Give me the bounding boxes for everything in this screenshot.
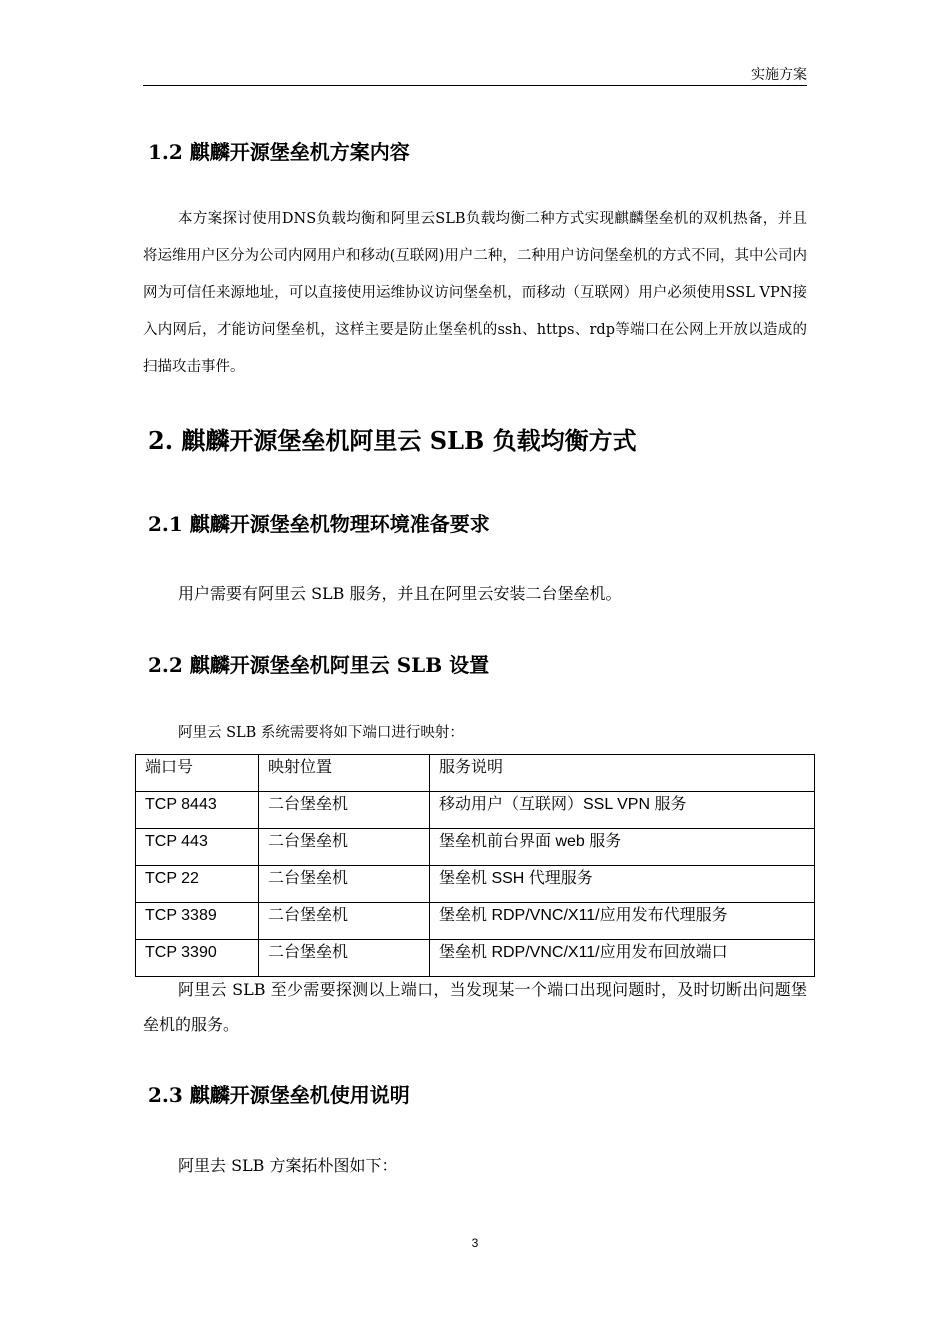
port-cell: TCP 22 xyxy=(136,866,259,903)
table-row xyxy=(136,903,815,940)
heading-2-3: 2.3 麒麟开源堡垒机使用说明 xyxy=(148,1083,410,1107)
page-number: 3 xyxy=(471,1236,479,1250)
location-cell: 二台堡垒机 xyxy=(259,940,430,977)
table-row xyxy=(136,940,815,977)
location-cell: 二台堡垒机 xyxy=(259,829,430,866)
heading-2-2: 2.2 麒麟开源堡垒机阿里云 SLB 设置 xyxy=(148,653,490,677)
heading-2: 2. 麒麟开源堡垒机阿里云 SLB 负载均衡方式 xyxy=(148,426,637,455)
location-cell: 二台堡垒机 xyxy=(259,903,430,940)
header-cell: 映射位置 xyxy=(259,755,430,792)
port-mapping-table xyxy=(135,754,815,977)
service-cell: 堡垒机 RDP/VNC/X11/应用发布代理服务 xyxy=(430,903,815,940)
paragraph-after-table: 阿里云 SLB 至少需要探测以上端口，当发现某一个端口出现问题时，及时切断出问题堡垒机的服务。 xyxy=(143,980,807,1034)
service-cell: 移动用户（互联网）SSL VPN 服务 xyxy=(430,792,815,829)
table-row xyxy=(136,792,815,829)
location-cell: 二台堡垒机 xyxy=(259,866,430,903)
heading-1-2: 1.2 麒麟开源堡垒机方案内容 xyxy=(148,140,410,164)
paragraph-1-2: 本方案探讨使用DNS负载均衡和阿里云SLB负载均衡二种方式实现麒麟堡垒机的双机热备，并且将运维用户区分为公司内网用户和移动(互联网)用户二种，二种用户访问堡垒机的方式不同，其中公司内网为可信任来源地址，可以直接使用运维协议访问堡垒机，而移动（互联网）用户必须使用SSL VPN接入内网后，才能访问堡垒机，这样主要是防止堡垒机的ssh、https、rdp等端口在公网上开放以造成的扫描攻击事件。 xyxy=(143,211,807,375)
running-header: 实施方案 xyxy=(751,67,807,83)
port-cell: TCP 3389 xyxy=(136,903,259,940)
port-cell: TCP 8443 xyxy=(136,792,259,829)
table-row xyxy=(136,866,815,903)
service-cell: 堡垒机前台界面 web 服务 xyxy=(430,829,815,866)
paragraph-2-3: 阿里去 SLB 方案拓朴图如下： xyxy=(178,1156,398,1175)
table-header-row xyxy=(136,755,815,792)
table-row xyxy=(136,829,815,866)
service-cell: 堡垒机 SSH 代理服务 xyxy=(430,866,815,903)
paragraph-2-1: 用户需要有阿里云 SLB 服务，并且在阿里云安装二台堡垒机。 xyxy=(178,584,622,603)
header-divider xyxy=(143,85,807,86)
header-cell: 端口号 xyxy=(136,755,259,792)
port-cell: TCP 3390 xyxy=(136,940,259,977)
service-cell: 堡垒机 RDP/VNC/X11/应用发布回放端口 xyxy=(430,940,815,977)
port-cell: TCP 443 xyxy=(136,829,259,866)
location-cell: 二台堡垒机 xyxy=(259,792,430,829)
header-cell: 服务说明 xyxy=(430,755,815,792)
heading-2-1: 2.1 麒麟开源堡垒机物理环境准备要求 xyxy=(148,512,490,536)
table-intro: 阿里云 SLB 系统需要将如下端口进行映射： xyxy=(178,725,464,741)
